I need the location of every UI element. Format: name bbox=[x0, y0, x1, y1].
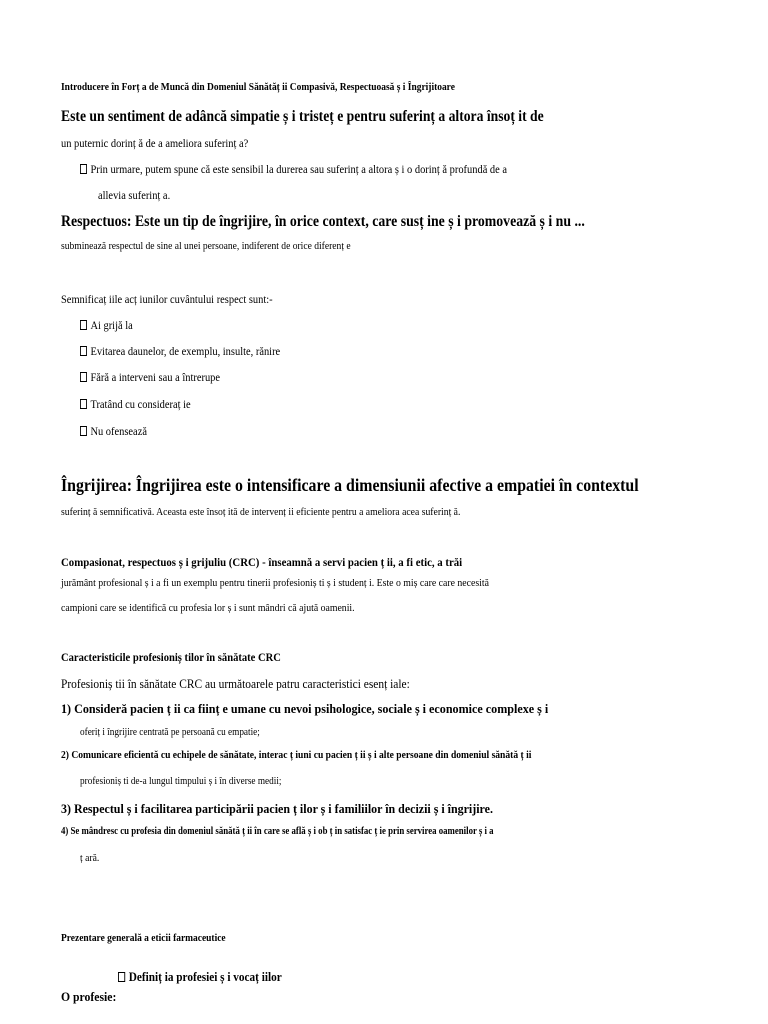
definition-bullet-text: Definiț ia profesiei ș i vocaț iilor bbox=[128, 970, 282, 984]
characteristic-item-1: 1) Consideră pacien ț ii ca ființ e umane cu nevoi psihologice, sociale ș i economice complexe ș i bbox=[61, 701, 549, 716]
list-item-text: Nu ofensează bbox=[90, 424, 147, 438]
crc-heading: Compasionat, respectuos ș i grijuliu (CRC) - înseamnă a servi pacien ț ii, a fi etic, a trăi bbox=[61, 555, 463, 569]
characteristic-item-4-continuation: ț ară. bbox=[80, 852, 100, 864]
bullet-square-icon bbox=[80, 320, 87, 330]
respectuos-line: subminează respectul de sine al unei persoane, indiferent de orice diferenț e bbox=[61, 240, 351, 252]
pharma-ethics-heading: Prezentare generală a eticii farmaceutice bbox=[61, 932, 226, 944]
respect-meanings-intro: Semnificaț iile acț iunilor cuvântului respect sunt:- bbox=[61, 292, 273, 306]
bullet-square-icon bbox=[118, 972, 125, 982]
bullet-square-icon bbox=[80, 346, 87, 356]
list-item-text: Fără a interveni sau a întrerupe bbox=[90, 370, 221, 384]
list-item bbox=[80, 425, 147, 437]
compassion-bullet-text: Prin urmare, putem spune că este sensibil la durerea sau suferinț a altora ș i o dorinț ă profundă de a bbox=[90, 162, 508, 176]
characteristic-item-2: 2) Comunicare eficientă cu echipele de sănătate, interac ț iuni cu pacien ț ii ș i alte persoane din domeniul sănătă ț ii bbox=[61, 750, 532, 761]
bullet-square-icon bbox=[80, 426, 87, 436]
characteristic-item-2-continuation: profesioniș ti de-a lungul timpului ș i în diverse medii; bbox=[80, 776, 282, 787]
document-title: Introducere în Forț a de Muncă din Domeniul Sănătăț ii Compasivă, Respectuoasă ș i Îngrijitoare bbox=[61, 81, 455, 93]
characteristics-intro: Profesioniș tii în sănătate CRC au următoarele patru caracteristici esenț iale: bbox=[61, 676, 410, 691]
compassion-bullet bbox=[80, 163, 507, 175]
list-item bbox=[80, 398, 191, 410]
crc-line: jurământ profesional ș i a fi un exemplu pentru tinerii profesioniș ti ș i studenț i. Este o miș care care necesită bbox=[61, 577, 489, 589]
list-item bbox=[80, 371, 220, 383]
respectuos-heading: Respectuos: Este un tip de îngrijire, în orice context, care susț ine ș i promovează ș i nu ... bbox=[61, 213, 585, 230]
compassion-heading: Este un sentiment de adâncă simpatie ș i tristeț e pentru suferinț a altora însoț it de bbox=[61, 108, 544, 125]
compassion-line: un puternic dorinț ă de a ameliora suferinț a? bbox=[61, 136, 249, 150]
ingrijire-line: suferinț ă semnificativă. Aceasta este însoț ită de intervenț ii eficiente pentru a ameliora acea suferinț ă. bbox=[61, 506, 461, 518]
ingrijire-heading: Îngrijirea: Îngrijirea este o intensificare a dimensiunii afective a empatiei în contextul bbox=[61, 475, 639, 495]
characteristics-heading: Caracteristicile profesioniș tilor în sănătate CRC bbox=[61, 650, 281, 664]
list-item bbox=[80, 319, 133, 331]
bullet-square-icon bbox=[80, 399, 87, 409]
bullet-square-icon bbox=[80, 164, 87, 174]
definition-bullet bbox=[118, 971, 282, 984]
characteristic-item-4: 4) Se mândresc cu profesia din domeniul sănătă ț ii în care se află ș i ob ț in satisfac ț ie prin servirea oamenilor ș i a bbox=[61, 825, 494, 837]
crc-line: campioni care se identifică cu profesia lor ș i sunt mândri că ajută oamenii. bbox=[61, 602, 355, 614]
characteristic-item-3: 3) Respectul ș i facilitarea participării pacien ț ilor ș i familiilor în decizii ș i îngrijire. bbox=[61, 801, 493, 816]
list-item-text: Tratând cu consideraț ie bbox=[90, 397, 191, 411]
list-item-text: Evitarea daunelor, de exemplu, insulte, rănire bbox=[90, 344, 281, 358]
bullet-square-icon bbox=[80, 372, 87, 382]
compassion-bullet-continuation: allevia suferinț a. bbox=[98, 188, 171, 202]
profession-label: O profesie: bbox=[61, 989, 117, 1004]
characteristic-item-1-continuation: oferiț i îngrijire centrată pe persoană cu empatie; bbox=[80, 727, 260, 738]
list-item bbox=[80, 345, 280, 357]
list-item-text: Ai grijă la bbox=[90, 318, 133, 332]
